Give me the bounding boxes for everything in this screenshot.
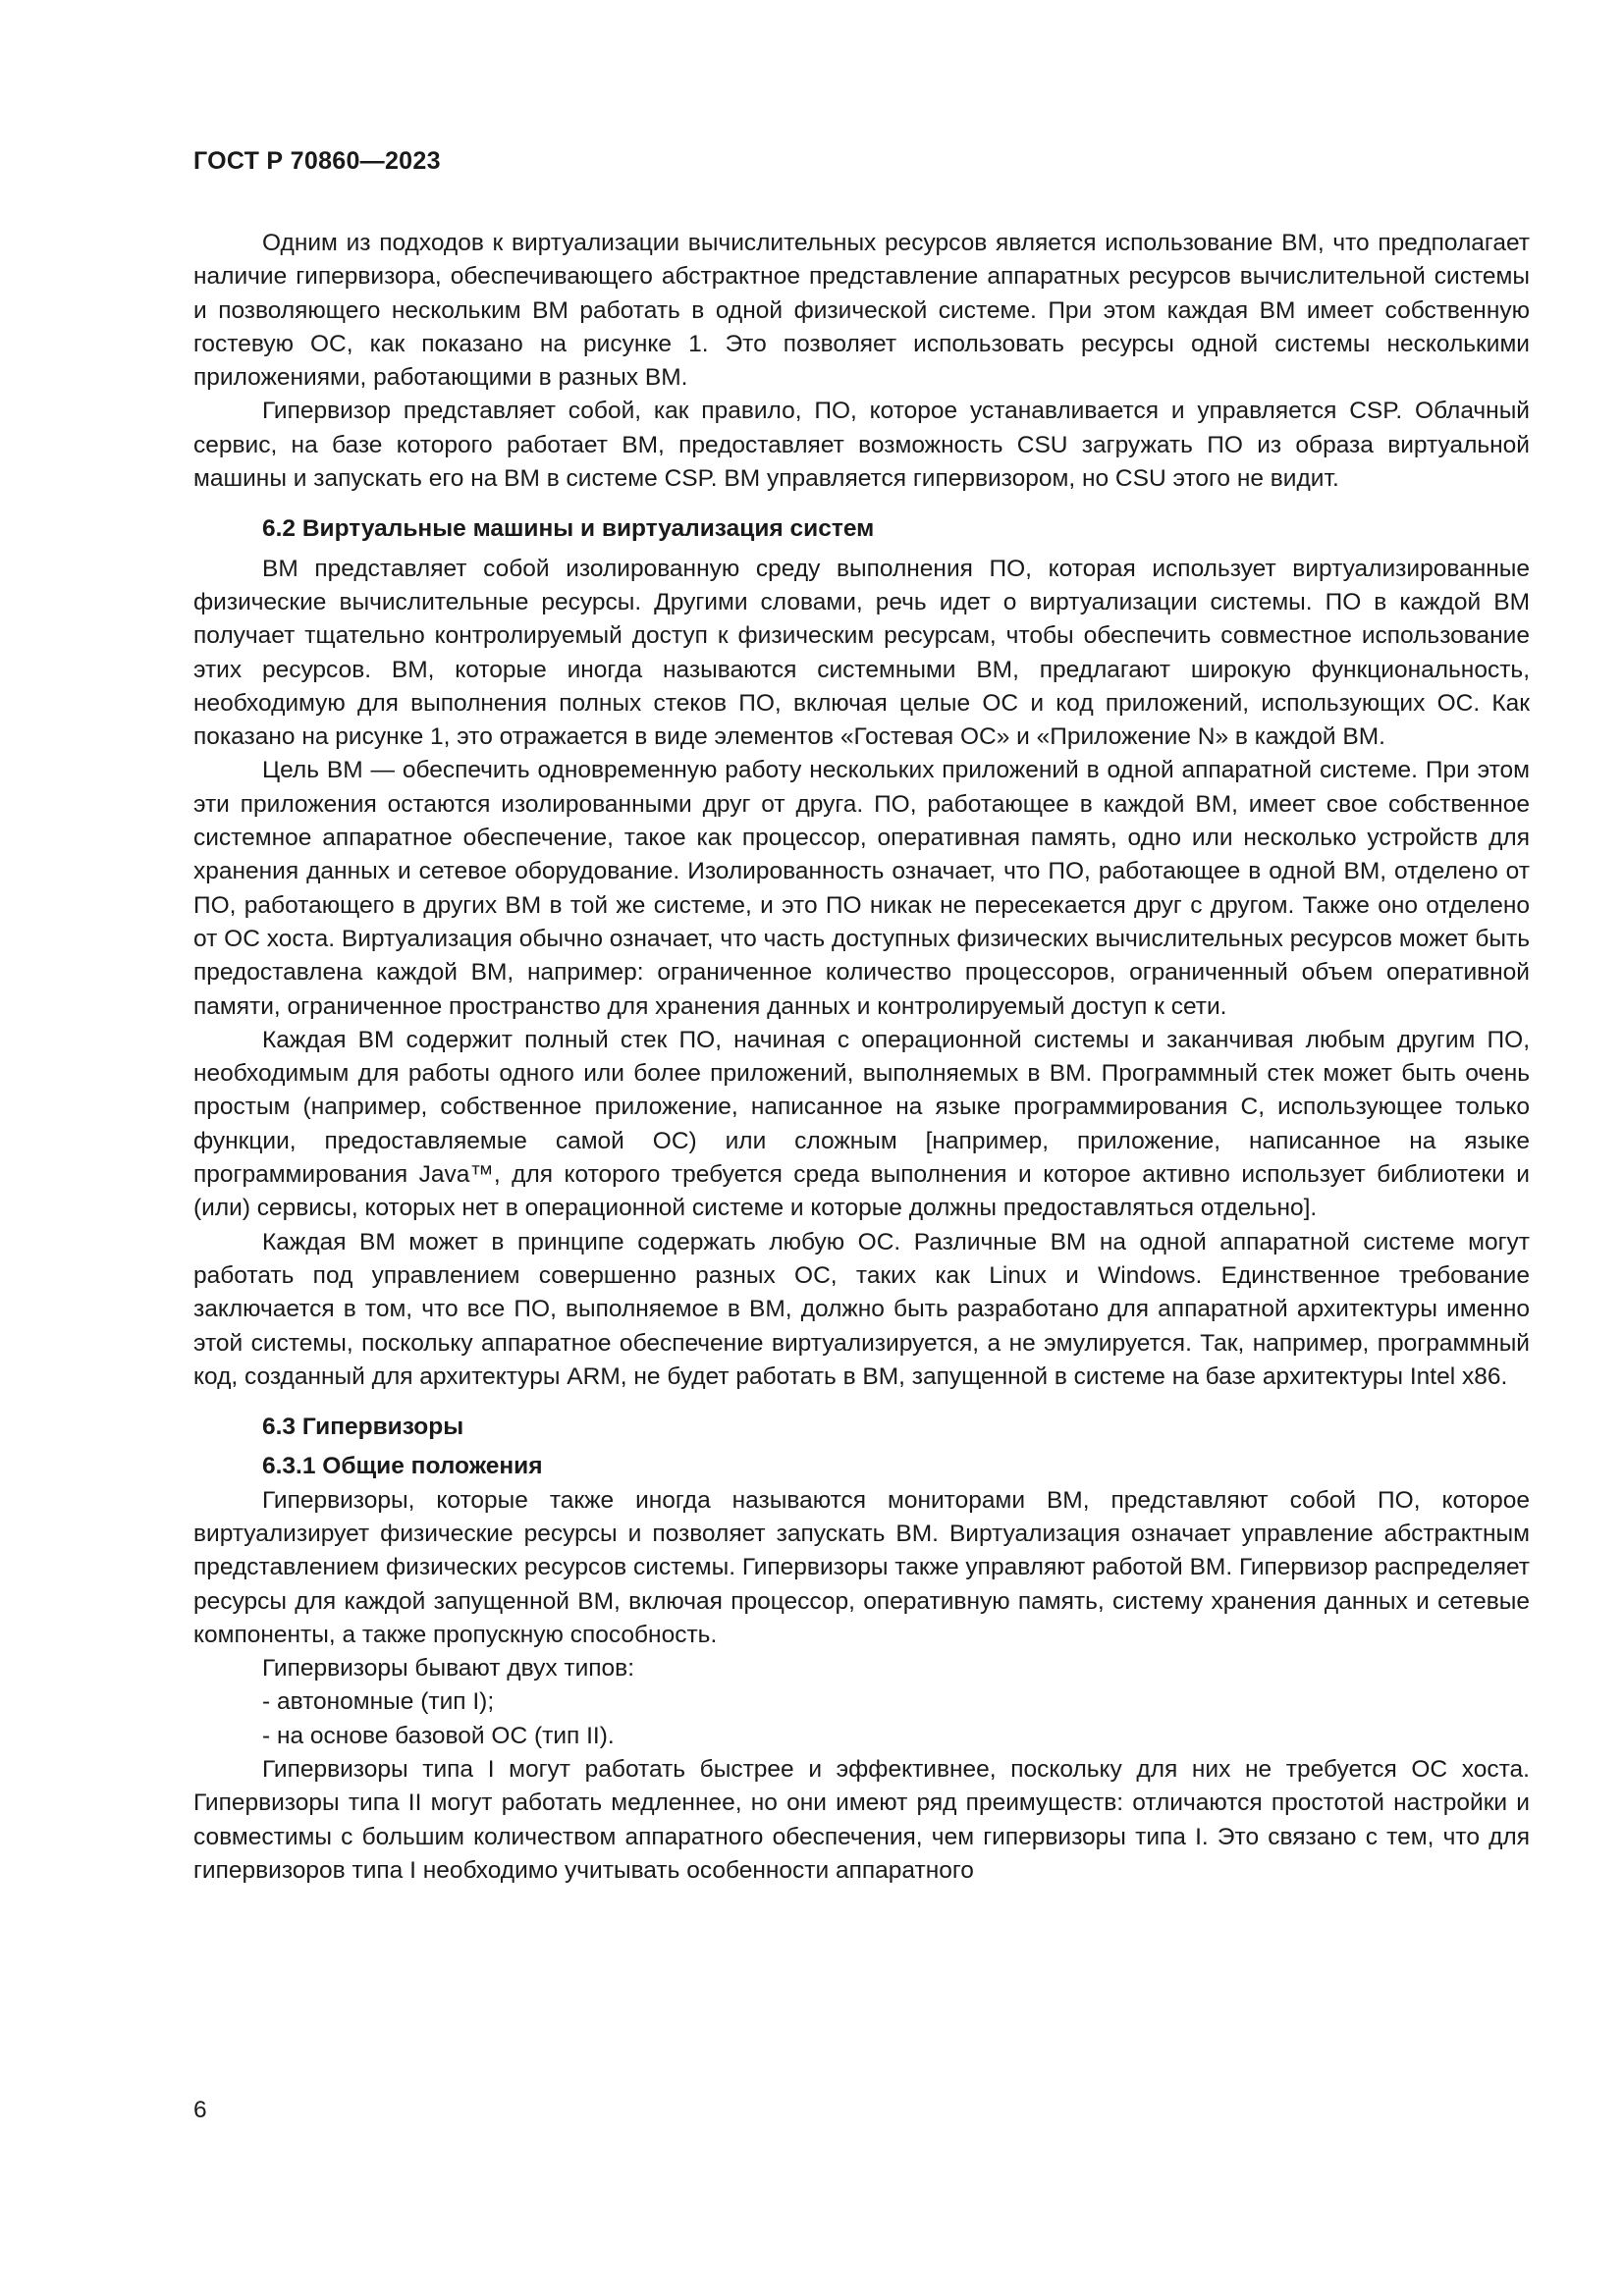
list-item: - автономные (тип I); [262, 1685, 1530, 1719]
section-heading-6-2: 6.2 Виртуальные машины и виртуализация систем [262, 515, 875, 543]
document-body [193, 227, 1530, 1888]
paragraph: Одним из подходов к виртуализации вычислительных ресурсов является использование ВМ, что предполагает наличие гипервизора, обеспечивающего абстрактное представление аппаратных ресурсов вычислительной системы и позволяющего нескольким ВМ работать в одной физической системе. При этом каждая ВМ имеет собственную гостевую ОС, как показано на рисунке 1. Это позволяет использовать ресурсы одной системы несколькими приложениями, работающими в разных ВМ. [193, 230, 1530, 392]
document-code-header: ГОСТ Р 70860—2023 [193, 147, 441, 175]
paragraph: Гипервизоры, которые также иногда называются мониторами ВМ, представляют собой ПО, которое виртуализирует физические ресурсы и позволяет запускать ВМ. Виртуализация означает управление абстрактным представлением физических ресурсов системы. Гипервизоры также управляют работой ВМ. Гипервизор распределяет ресурсы для каждой запущенной ВМ, включая процессор, оперативную память, систему хранения данных и сетевые компоненты, а также пропускную способность. [193, 1486, 1530, 1648]
paragraph: ВМ представляет собой изолированную среду выполнения ПО, которая использует виртуализированные физические вычислительные ресурсы. Другими словами, речь идет о виртуализации системы. ПО в каждой ВМ получает тщательно контролируемый доступ к физическим ресурсам, чтобы обеспечить совместное использование этих ресурсов. ВМ, которые иногда называются системными ВМ, предлагают широкую функциональность, необходимую для выполнения полных стеков ПО, включая целые ОС и код приложений, использующих ОС. Как показано на рисунке 1, это отражается в виде элементов «Гостевая ОС» и «Приложение N» в каждой ВМ. [193, 555, 1530, 751]
hypervisor-types-list [193, 1685, 1530, 1753]
page-number: 6 [193, 2097, 207, 2123]
paragraph: Гипервизоры типа I могут работать быстрее и эффективнее, поскольку для них не требуется ОС хоста. Гипервизоры типа II могут работать медленнее, но они имеют ряд преимуществ: отличаются простотой настройки и совместимы с большим количеством аппаратного обеспечения, чем гипервизоры типа I. Это связано с тем, что для гипервизоров типа I необходимо учитывать особенности аппаратного [193, 1756, 1530, 1884]
subsection-heading-6-3-1: 6.3.1 Общие положения [262, 1453, 543, 1480]
paragraph: Каждая ВМ может в принципе содержать любую ОС. Различные ВМ на одной аппаратной системе могут работать под управлением совершенно разных ОС, таких как Linux и Windows. Единственное требование заключается в том, что все ПО, выполняемое в ВМ, должно быть разработано для аппаратной архитектуры именно этой системы, поскольку аппаратное обеспечение виртуализируется, а не эмулируется. Так, например, программный код, созданный для архитектуры ARM, не будет работать в ВМ, запущенной в системе на базе архитектуры Intel x86. [193, 1228, 1530, 1390]
paragraph: Гипервизоры бывают двух типов: [262, 1655, 634, 1682]
paragraph: Каждая ВМ содержит полный стек ПО, начиная с операционной системы и заканчивая любым другим ПО, необходимым для работы одного или более приложений, выполняемых в ВМ. Программный стек может быть очень простым (например, собственное приложение, написанное на языке программирования C, использующее только функции, предоставляемые самой ОС) или сложным [например, приложение, написанное на языке программирования Java™, для которого требуется среда выполнения и которое активно использует библиотеки и (или) сервисы, которых нет в операционной системе и которые должны предоставляться отдельно]. [193, 1026, 1530, 1222]
paragraph: Цель ВМ — обеспечить одновременную работу нескольких приложений в одной аппаратной системе. При этом эти приложения остаются изолированными друг от друга. ПО, работающее в каждой ВМ, имеет свое собственное системное аппаратное обеспечение, такое как процессор, оперативная память, одно или несколько устройств для хранения данных и сетевое оборудование. Изолированность означает, что ПО, работающее в одной ВМ, отделено от ПО, работающего в других ВМ в той же системе, и это ПО никак не пересекается друг с другом. Также оно отделено от ОС хоста. Виртуализация обычно означает, что часть доступных физических вычислительных ресурсов может быть предоставлена каждой ВМ, например: ограниченное количество процессоров, ограниченный объем оперативной памяти, ограниченное пространство для хранения данных и контролируемый доступ к сети. [193, 757, 1530, 1020]
paragraph: Гипервизор представляет собой, как правило, ПО, которое устанавливается и управляется CSP. Облачный сервис, на базе которого работает ВМ, предоставляет возможность CSU загружать ПО из образа виртуальной машины и запускать его на ВМ в системе CSP. ВМ управляется гипервизором, но CSU этого не видит. [193, 398, 1530, 493]
list-item: - на основе базовой ОС (тип II). [262, 1720, 1530, 1753]
section-heading-6-3: 6.3 Гипервизоры [262, 1414, 464, 1441]
